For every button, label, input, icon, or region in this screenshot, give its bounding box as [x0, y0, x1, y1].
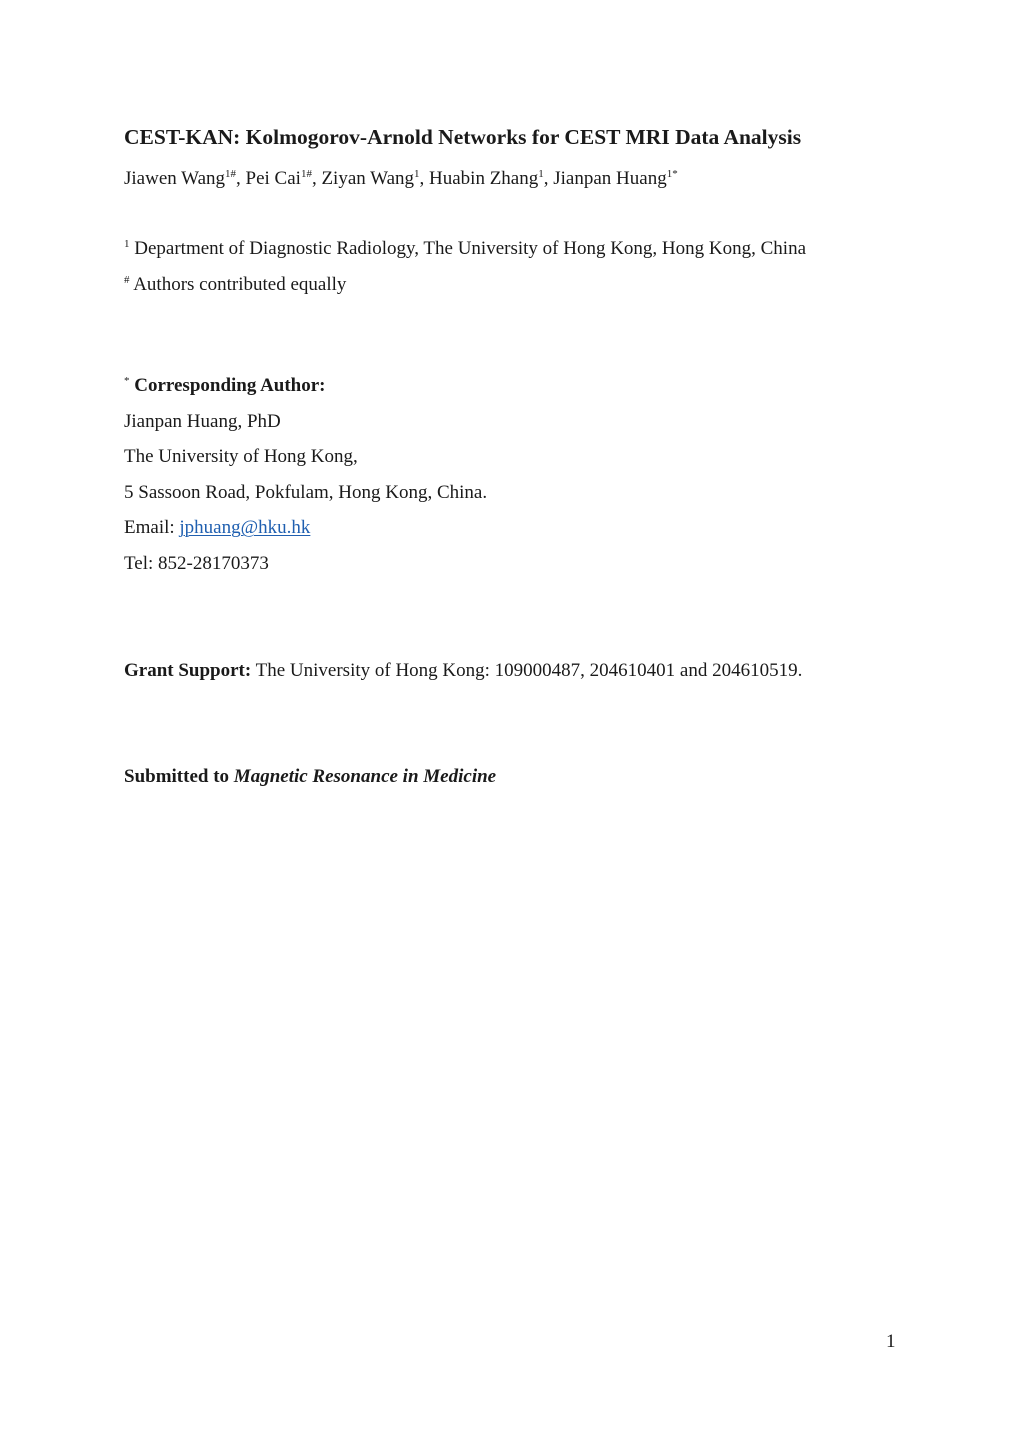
- corresponding-heading-text: Corresponding Author:: [134, 375, 326, 396]
- grant-label: Grant Support:: [124, 660, 252, 681]
- equal-contribution-text: Authors contributed equally: [133, 274, 347, 295]
- author-affiliation-mark: 1#: [300, 168, 312, 180]
- affiliation-mark: 1: [124, 238, 130, 250]
- tel-number: 852-28170373: [158, 553, 269, 574]
- author-affiliation-mark: 1: [414, 168, 420, 180]
- corresponding-phone-line: [124, 552, 269, 576]
- author-name: Huabin Zhang: [429, 168, 539, 189]
- author-name: Jianpan Huang: [553, 168, 667, 189]
- author-name: Ziyan Wang: [321, 168, 415, 189]
- corresponding-address: 5 Sassoon Road, Pokfulam, Hong Kong, China.: [124, 482, 488, 503]
- author-name: Pei Cai: [245, 168, 301, 189]
- author-separator: ,: [236, 168, 246, 189]
- corresponding-author-heading: [124, 374, 326, 398]
- corresponding-mark: *: [124, 375, 130, 387]
- corresponding-author-name: Jianpan Huang, PhD: [124, 411, 281, 432]
- tel-label: Tel:: [124, 553, 159, 574]
- equal-contribution-note: [124, 273, 346, 297]
- author-affiliation-mark: 1: [538, 168, 544, 180]
- affiliation-text: Department of Diagnostic Radiology, The University of Hong Kong, Hong Kong, China: [134, 238, 807, 259]
- author-separator: ,: [311, 168, 322, 189]
- email-label: Email:: [124, 517, 180, 538]
- journal-name: Magnetic Resonance in Medicine: [233, 766, 497, 787]
- author-list: [124, 167, 678, 191]
- corresponding-email-line: [124, 516, 310, 540]
- author-affiliation-mark: 1*: [666, 168, 678, 180]
- submission-note: [124, 765, 496, 789]
- corresponding-institution: The University of Hong Kong,: [124, 446, 358, 467]
- author-affiliation-mark: 1#: [225, 168, 237, 180]
- grant-text: The University of Hong Kong: 109000487, 204610401 and 204610519.: [251, 660, 803, 681]
- grant-support: [124, 659, 802, 683]
- paper-title: CEST-KAN: Kolmogorov-Arnold Networks for CEST MRI Data Analysis: [124, 125, 802, 149]
- author-separator: ,: [419, 168, 430, 189]
- submission-label: Submitted to: [124, 766, 234, 787]
- page-number: 1: [886, 1331, 896, 1352]
- affiliation-line: [124, 237, 806, 261]
- equal-contribution-mark: #: [124, 274, 130, 286]
- email-link[interactable]: jphuang@hku.hk: [179, 517, 311, 538]
- author-separator: ,: [543, 168, 554, 189]
- author-name: Jiawen Wang: [124, 168, 226, 189]
